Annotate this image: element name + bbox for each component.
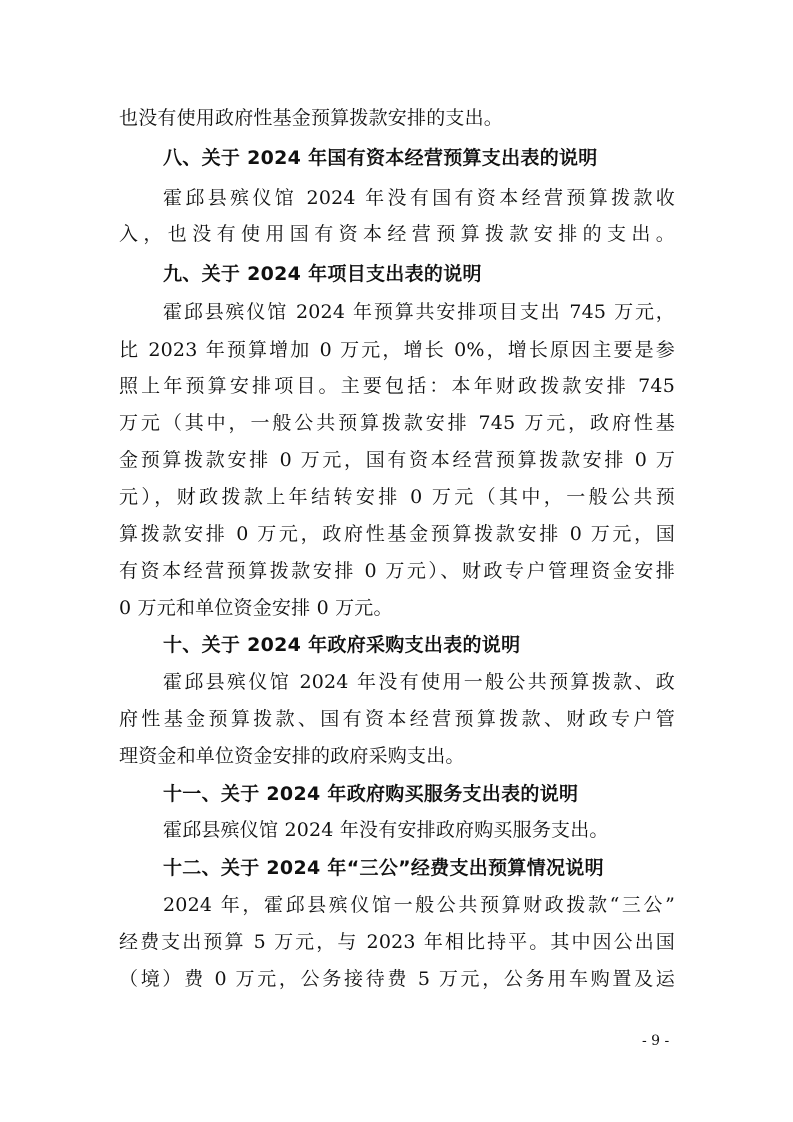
paragraph-line: 照上年预算安排项目。主要包括：本年财政拨款安排 745 [119,375,675,397]
section-heading-11: 十一、关于 2024 年政府购买服务支出表的说明 [163,783,579,805]
paragraph-line: 也没有使用政府性基金预算拨款安排的支出。 [119,107,504,129]
paragraph-line: 霍邱县殡仪馆 2024 年没有安排政府购买服务支出。 [163,819,609,841]
paragraph-line: 入，也没有使用国有资本经营预算拨款安排的支出。 [119,223,675,245]
paragraph-line: 比 2023 年预算增加 0 万元，增长 0%，增长原因主要是参 [119,339,675,361]
page-number: - 9 - [642,1033,670,1049]
section-heading-10: 十、关于 2024 年政府采购支出表的说明 [163,634,521,656]
paragraph-line: 霍邱县殡仪馆 2024 年没有使用一般公共预算拨款、政 [163,671,675,693]
paragraph-line: 2024 年，霍邱县殡仪馆一般公共预算财政拨款“三公” [163,894,675,916]
paragraph-line: 0 万元和单位资金安排 0 万元。 [119,597,393,619]
paragraph-line: 经费支出预算 5 万元，与 2023 年相比持平。其中因公出国 [119,931,675,953]
paragraph-line: 算拨款安排 0 万元，政府性基金预算拨款安排 0 万元，国 [119,523,675,545]
section-heading-12: 十二、关于 2024 年“三公”经费支出预算情况说明 [163,857,604,879]
section-heading-9: 九、关于 2024 年项目支出表的说明 [163,263,482,285]
paragraph-line: （境）费 0 万元，公务接待费 5 万元，公务用车购置及运 [119,968,675,990]
paragraph-line: 理资金和单位资金安排的政府采购支出。 [119,745,465,767]
paragraph-line: 府性基金预算拨款、国有资本经营预算拨款、财政专户管 [119,708,675,730]
paragraph-line: 元），财政拨款上年结转安排 0 万元（其中，一般公共预 [119,486,675,508]
paragraph-line: 万元（其中，一般公共预算拨款安排 745 万元，政府性基 [119,412,675,434]
paragraph-line: 霍邱县殡仪馆 2024 年没有国有资本经营预算拨款收 [163,187,675,209]
paragraph-line: 金预算拨款安排 0 万元，国有资本经营预算拨款安排 0 万 [119,449,675,471]
section-heading-8: 八、关于 2024 年国有资本经营预算支出表的说明 [163,147,598,169]
paragraph-line: 有资本经营预算拨款安排 0 万元）、财政专户管理资金安排 [119,560,675,582]
paragraph-line: 霍邱县殡仪馆 2024 年预算共安排项目支出 745 万元， [163,301,675,323]
